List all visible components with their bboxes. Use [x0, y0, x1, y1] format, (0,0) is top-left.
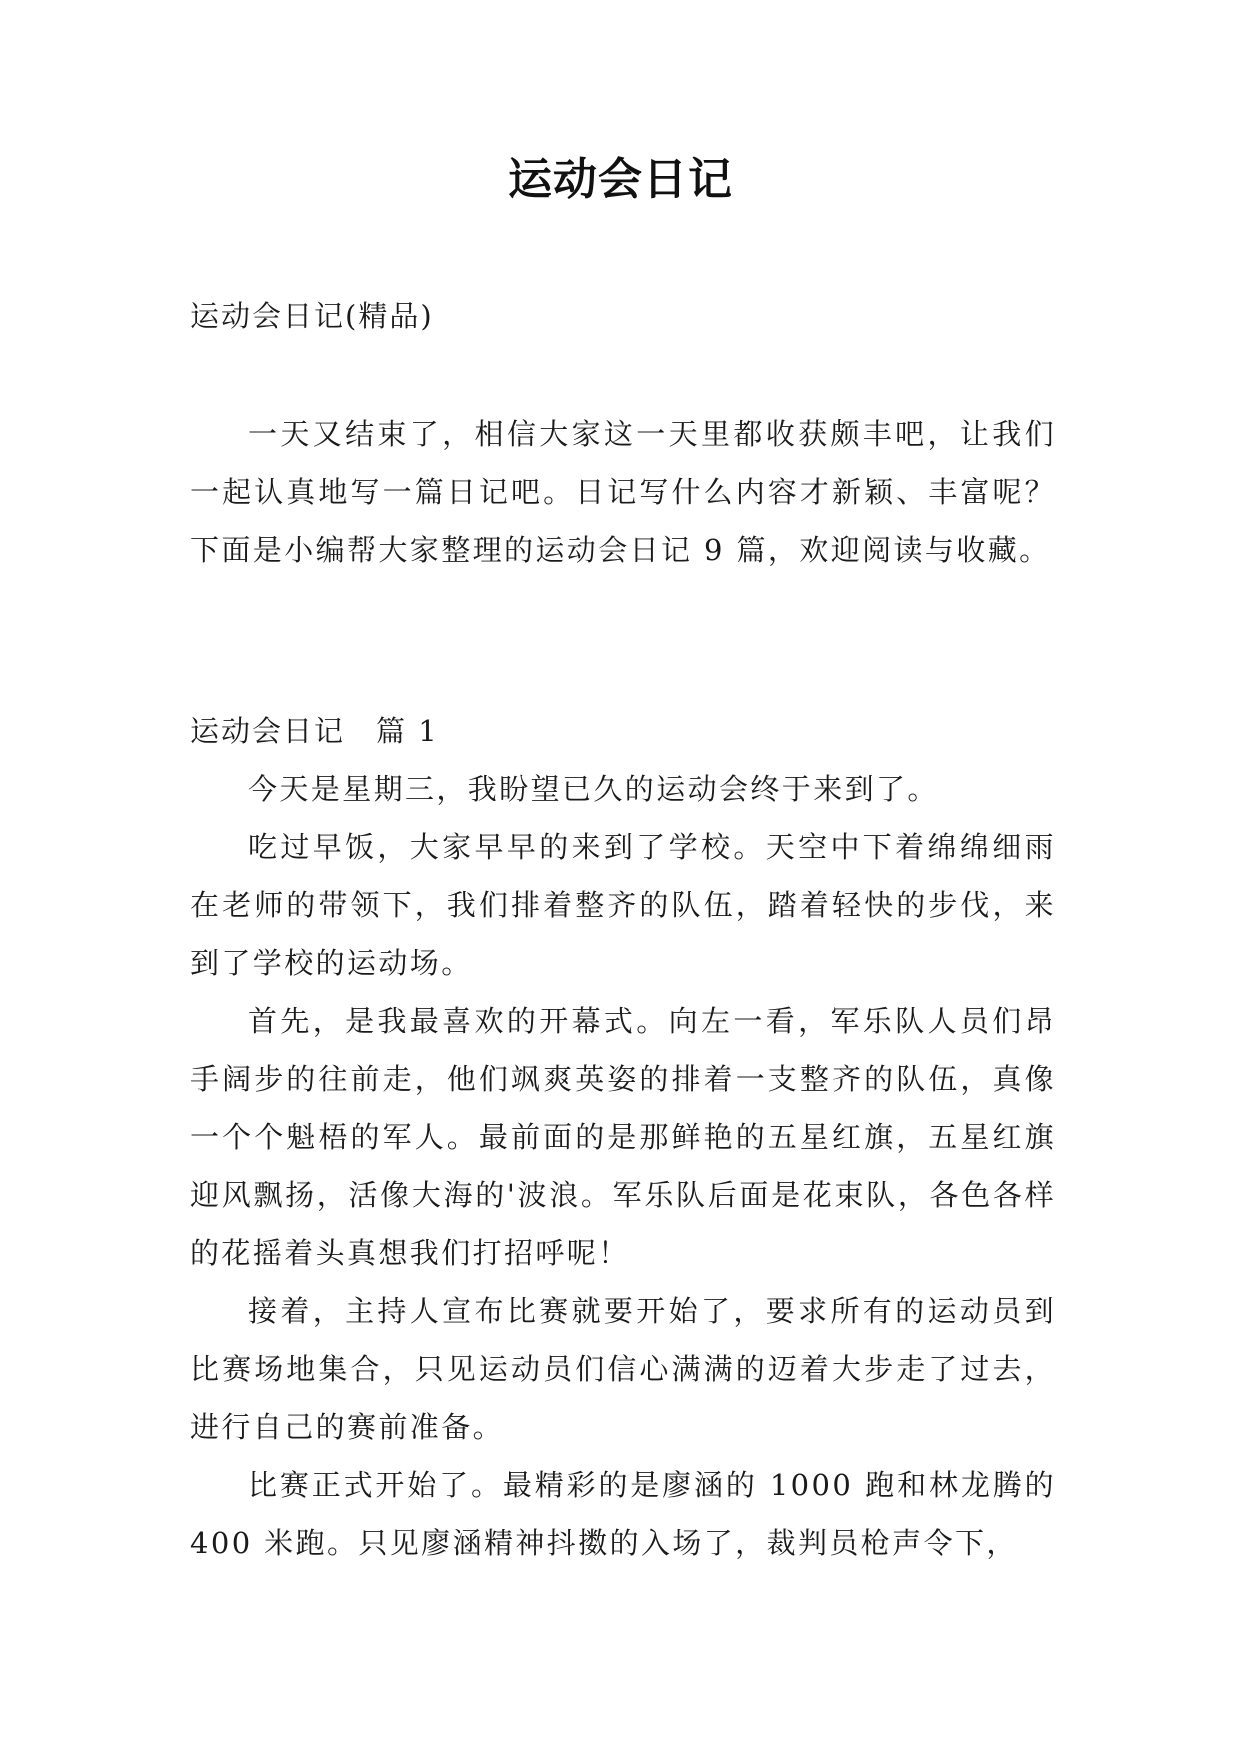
section-heading: 运动会日记 篇 1: [190, 714, 439, 748]
intro-block: [190, 405, 1056, 579]
document-subtitle: 运动会日记(精品): [190, 299, 434, 333]
body-paragraph: 首先，是我最喜欢的开幕式。向左一看，军乐队人员们昂手阔步的往前走，他们飒爽英姿的排着一支整齐的队伍，真像一个个魁梧的军人。最前面的是那鲜艳的五星红旗，五星红旗迎风飘扬，活像大海的'波浪。军乐队后面是花束队，各色各样的花摇着头真想我们打招呼呢！: [190, 1004, 1056, 1270]
body-paragraph: 接着，主持人宣布比赛就要开始了，要求所有的运动员到比赛场地集合，只见运动员们信心满满的迈着大步走了过去，进行自己的赛前准备。: [190, 1294, 1056, 1444]
body-paragraph: 吃过早饭，大家早早的来到了学校。天空中下着绵绵细雨在老师的带领下，我们排着整齐的队伍，踏着轻快的步伐，来到了学校的运动场。: [190, 830, 1056, 980]
body-paragraph: 今天是星期三，我盼望已久的运动会终于来到了。: [248, 772, 939, 806]
document-title: 运动会日记: [508, 154, 733, 205]
body-paragraph: 比赛正式开始了。最精彩的是廖涵的 1000 跑和林龙腾的 400 米跑。只见廖涵精神抖擞的入场了，裁判员枪声令下，: [190, 1468, 1056, 1560]
intro-paragraph: 一天又结束了，相信大家这一天里都收获颇丰吧，让我们一起认真地写一篇日记吧。日记写什么内容才新颖、丰富呢？下面是小编帮大家整理的运动会日记 9 篇，欢迎阅读与收藏。: [190, 417, 1056, 567]
section-1: [190, 702, 1056, 1572]
